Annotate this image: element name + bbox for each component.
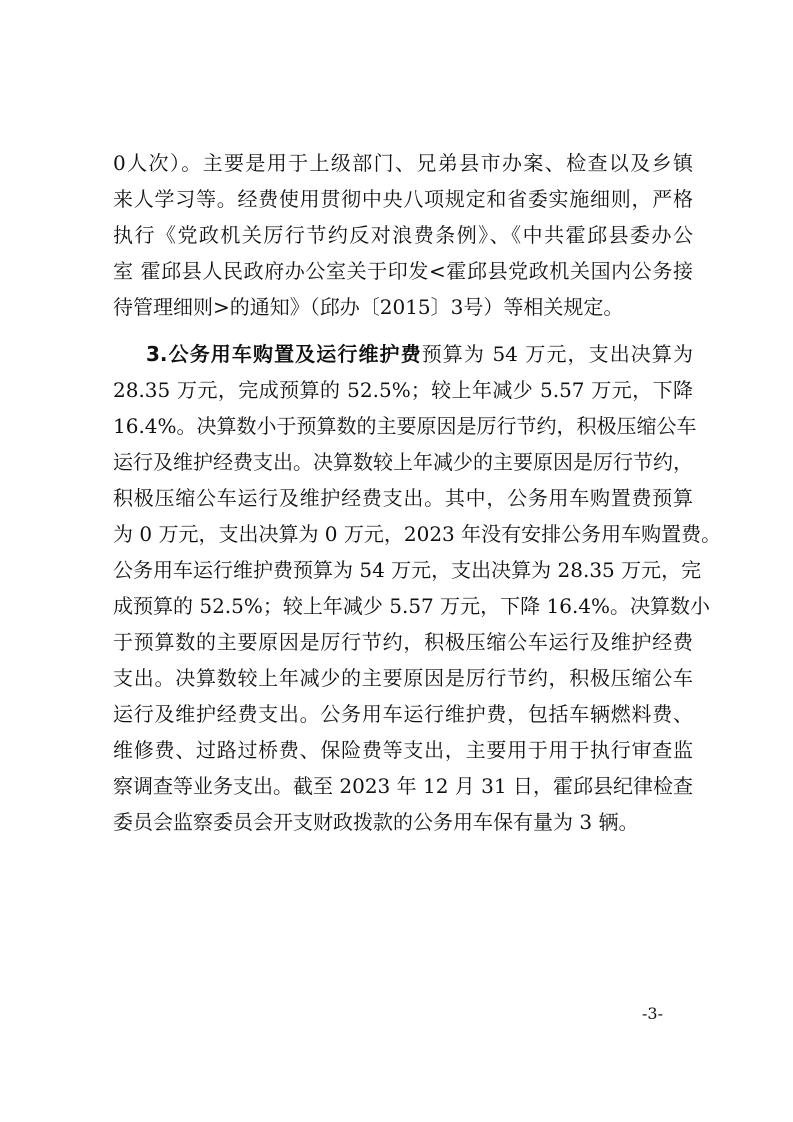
paragraph-line: 0人次）。主要是用于上级部门、兄弟县市办案、检查以及乡镇 <box>113 151 693 175</box>
paragraph-line: 于预算数的主要原因是厉行节约，积极压缩公车运行及维护经费 <box>113 630 693 654</box>
section-heading-line <box>146 341 693 367</box>
paragraph-line: 维修费、过路过桥费、保险费等支出，主要用于用于执行审查监 <box>113 738 693 762</box>
paragraph-line: 察调查等业务支出。截至 2023 年 12 月 31 日，霍邱县纪律检查 <box>113 774 693 798</box>
paragraph-line: 待管理细则>的通知》（邱办〔2015〕3号）等相关规定。 <box>113 295 624 319</box>
paragraph-line: 28.35 万元，完成预算的 52.5%；较上年减少 5.57 万元，下降 <box>113 378 693 402</box>
paragraph-line: 运行及维护经费支出。公务用车运行维护费，包括车辆燃料费、 <box>113 702 693 726</box>
page-number: -3- <box>642 1004 663 1023</box>
paragraph-line: 执行《党政机关厉行节约反对浪费条例》、《中共霍邱县委办公 <box>113 223 693 247</box>
paragraph-line: 积极压缩公车运行及维护经费支出。其中，公务用车购置费预算 <box>113 486 693 510</box>
paragraph-line: 运行及维护经费支出。决算数较上年减少的主要原因是厉行节约， <box>113 450 693 474</box>
section-heading-rest: 预算为 54 万元，支出决算为 <box>421 342 693 366</box>
paragraph-line: 来人学习等。经费使用贯彻中央八项规定和省委实施细则，严格 <box>113 187 693 211</box>
paragraph-line: 16.4%。决算数小于预算数的主要原因是厉行节约，积极压缩公车 <box>113 414 697 438</box>
paragraph-line: 成预算的 52.5%；较上年减少 5.57 万元，下降 16.4%。决算数小 <box>113 594 711 618</box>
paragraph-line: 委员会监察委员会开支财政拨款的公务用车保有量为 3 辆。 <box>113 810 639 834</box>
paragraph-line: 公务用车运行维护费预算为 54 万元，支出决算为 28.35 万元，完 <box>113 558 702 582</box>
section-heading: 3.公务用车购置及运行维护费 <box>146 342 422 366</box>
paragraph-line: 为 0 万元，支出决算为 0 万元，2023 年没有安排公务用车购置费。 <box>113 522 722 546</box>
paragraph-line: 室 霍邱县人民政府办公室关于印发<霍邱县党政机关国内公务接 <box>113 259 693 283</box>
paragraph-line: 支出。决算数较上年减少的主要原因是厉行节约，积极压缩公车 <box>113 666 693 690</box>
